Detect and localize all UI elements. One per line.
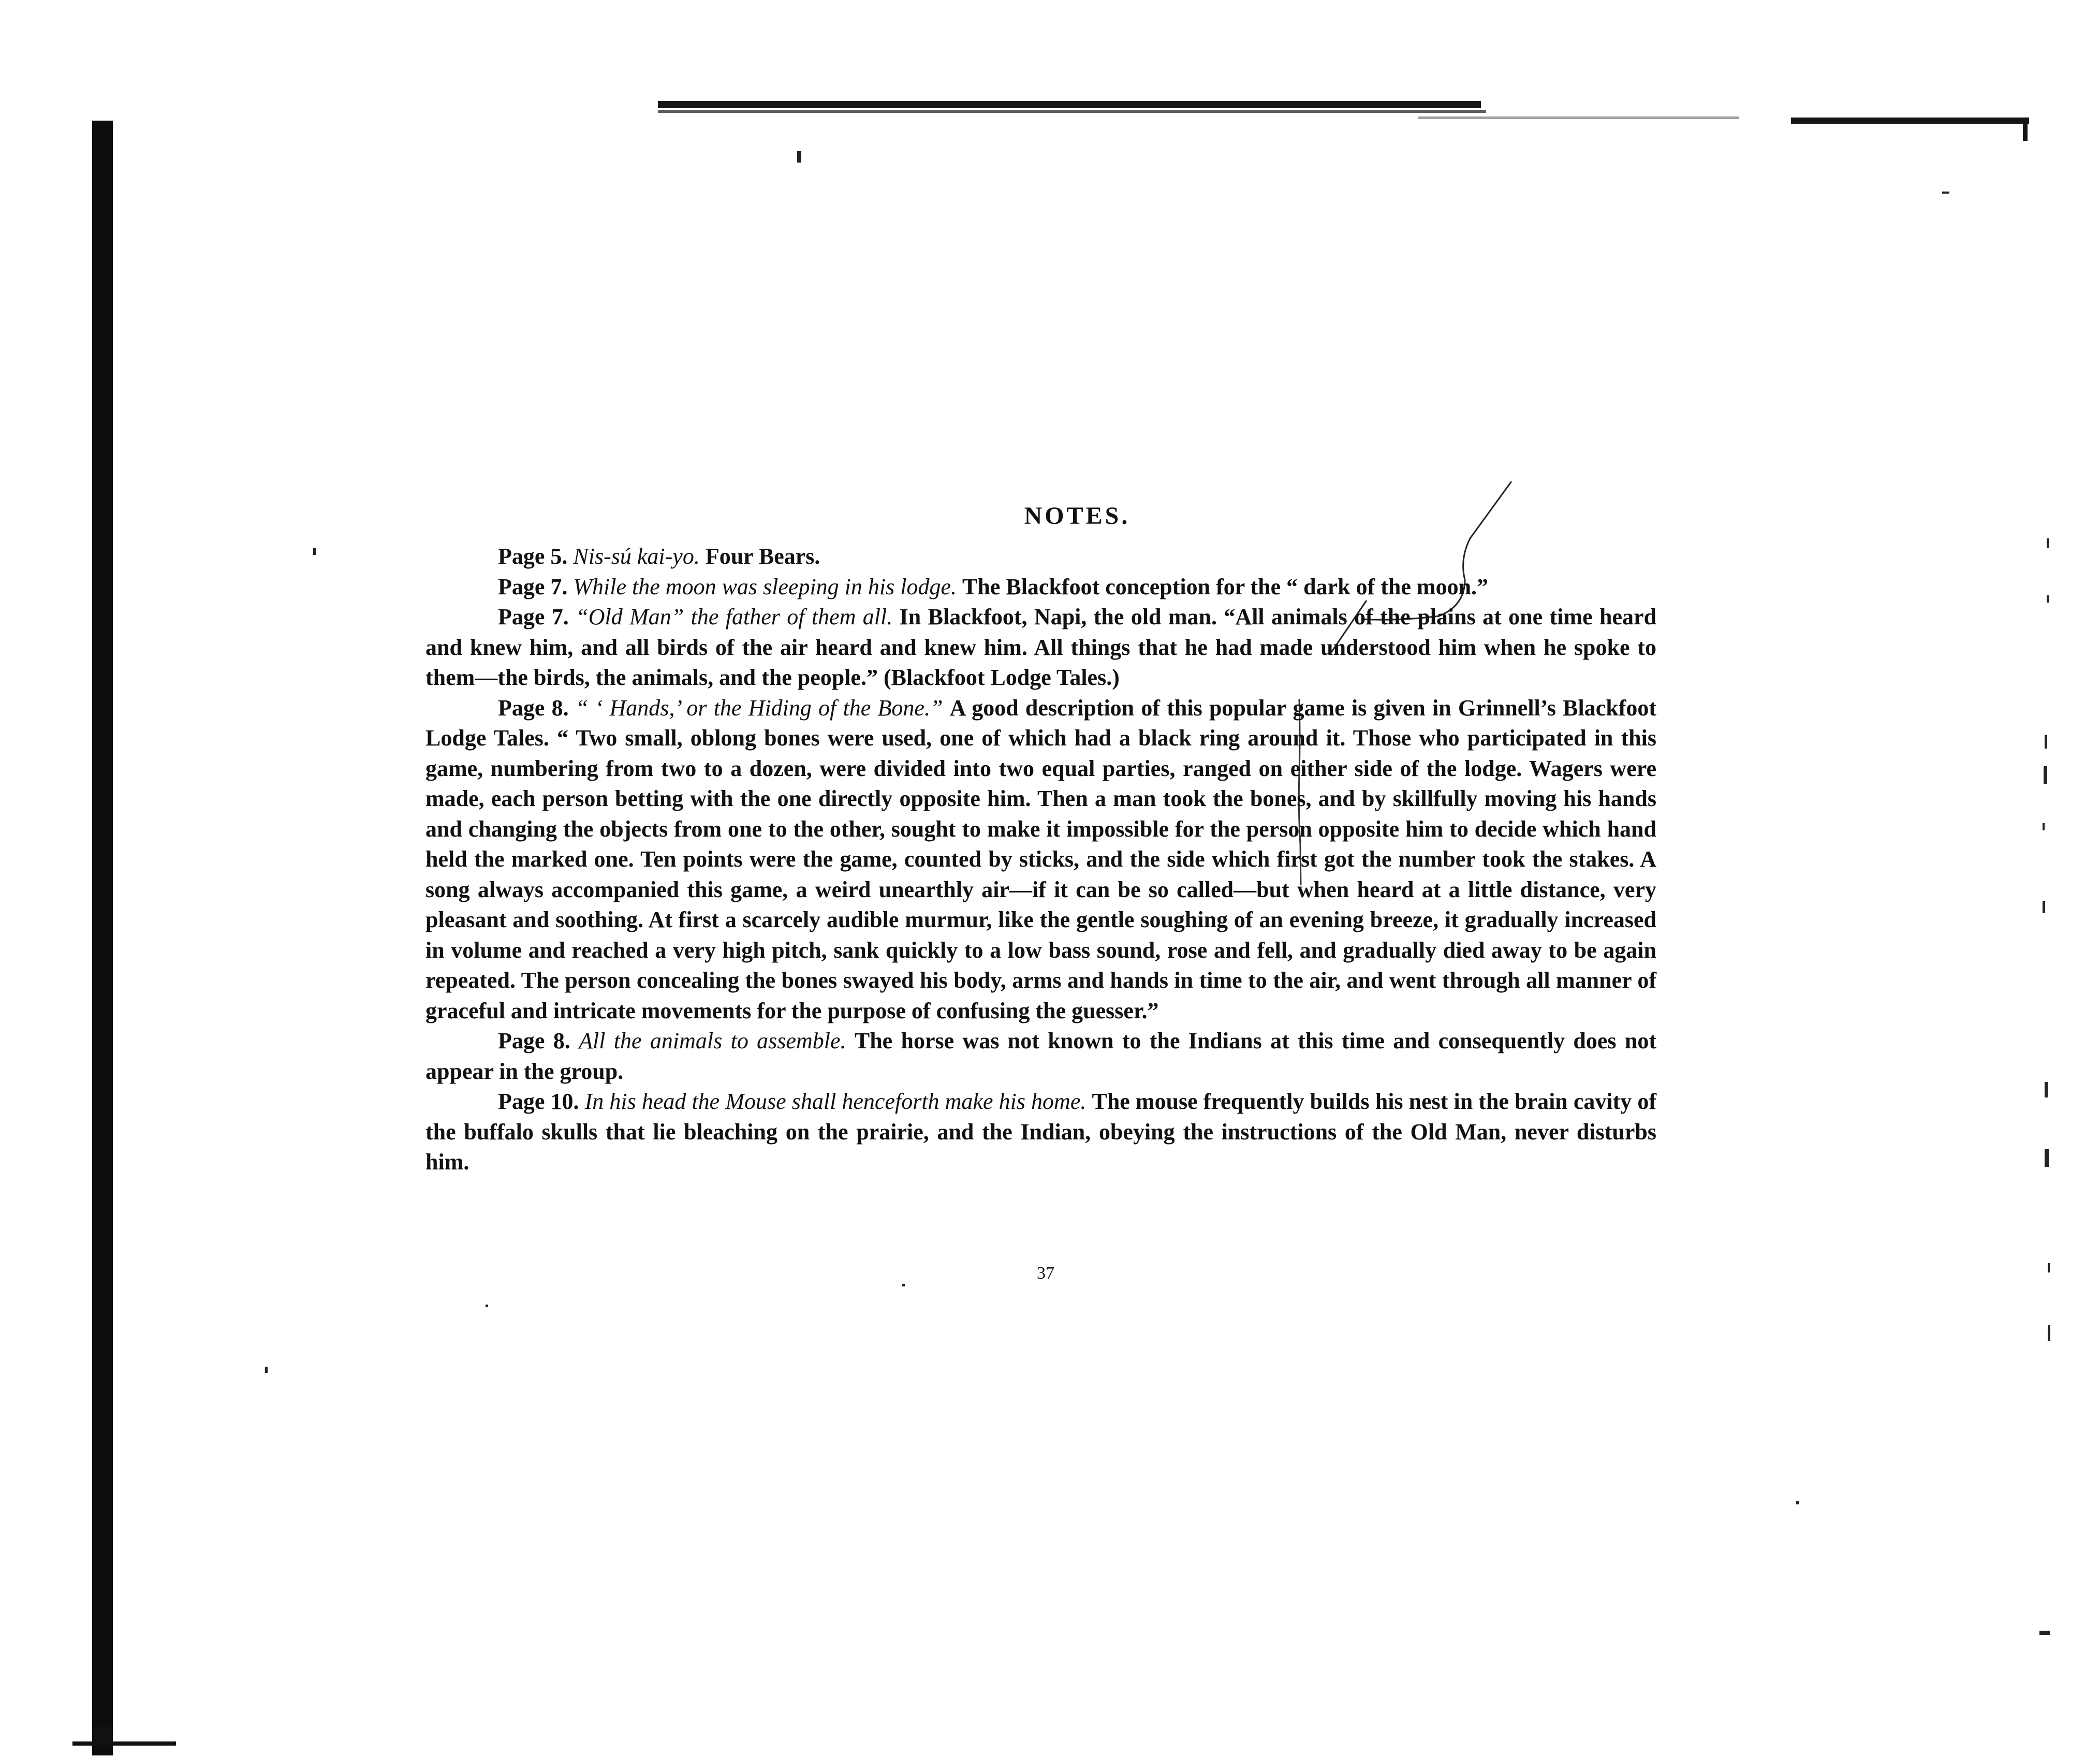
- scan-speck: [2045, 1082, 2048, 1097]
- note-page-ref: Page 8.: [498, 695, 569, 721]
- scan-speck: [2047, 595, 2049, 603]
- note-title: While the moon was sleeping in his lodge.: [573, 574, 957, 599]
- top-edge-rule-underline: [658, 110, 1486, 113]
- note-entry: [425, 602, 1656, 693]
- page-number: 37: [1037, 1264, 1054, 1283]
- top-edge-rule-faint: [1418, 116, 1739, 119]
- binding-shadow-foot: [72, 1719, 176, 1750]
- note-body: Four Bears.: [705, 544, 820, 569]
- note-title: “Old Man” the father of them all.: [576, 604, 893, 629]
- notes-section: [425, 497, 1656, 1178]
- note-body: The horse was not known to the Indians at this time and consequently does not appear in the group.: [425, 1028, 1657, 1084]
- note-title: All the animals to assemble.: [579, 1028, 846, 1053]
- scan-speck: [2047, 538, 2049, 548]
- scan-speck: [2043, 823, 2045, 830]
- note-page-ref: Page 10.: [498, 1089, 579, 1114]
- scan-speck: [265, 1367, 268, 1373]
- note-title: “ ‘ Hands,’ or the Hiding of the Bone.”: [575, 695, 943, 721]
- scan-speck: [2048, 1263, 2050, 1272]
- notes-heading: NOTES.: [1024, 502, 1130, 530]
- top-edge-rule-right: [1791, 118, 2029, 124]
- note-page-ref: Page 5.: [498, 544, 568, 569]
- note-page-ref: Page 7.: [498, 604, 569, 629]
- scan-speck: [902, 1284, 905, 1286]
- scan-speck: [2045, 1149, 2049, 1167]
- scan-speck: [486, 1305, 488, 1307]
- top-edge-rule: [658, 101, 1481, 108]
- note-body: The mouse frequently builds his nest in the brain cavity of the buffalo skulls that lie bleaching on the prairie, and the Indian, obeying the instructions of the Old Man, never disturbs him.: [425, 1089, 1657, 1175]
- scan-speck: [1942, 192, 1949, 194]
- note-entry: [425, 693, 1656, 1027]
- note-entry: [425, 1087, 1656, 1178]
- scan-speck: [2045, 735, 2047, 749]
- note-title: Nis-sú kai-yo.: [573, 544, 700, 569]
- scan-speck: [797, 151, 801, 163]
- note-page-ref: Page 7.: [498, 574, 568, 599]
- scan-speck: [1796, 1501, 1799, 1504]
- note-body: In Blackfoot, Napi, the old man. “All animals of the plains at one time heard and knew him, and all birds of the air heard and knew him. All things that he had made understood him when he spoke to them—the birds, the animals, and the people.” (Blackfoot Lodge Tales.): [425, 604, 1657, 690]
- top-edge-rule-tick: [2023, 120, 2028, 141]
- binding-shadow: [92, 121, 113, 1755]
- scan-speck: [2048, 1325, 2050, 1341]
- note-title: In his head the Mouse shall henceforth make his home.: [584, 1089, 1086, 1114]
- scan-speck: [2044, 766, 2047, 784]
- note-page-ref: Page 8.: [498, 1028, 570, 1053]
- note-entry: [425, 541, 1656, 572]
- scan-speck: [2039, 1631, 2050, 1635]
- scan-speck: [2043, 901, 2045, 913]
- note-entry: [425, 572, 1656, 603]
- note-body: The Blackfoot conception for the “ dark of the moon.”: [962, 574, 1489, 599]
- note-entry: [425, 1026, 1656, 1087]
- scan-speck: [313, 548, 316, 555]
- note-body: A good description of this popular game is given in Grinnell’s Blackfoot Lodge Tales. “ Two small, oblong bones were used, one of which had a black ring around it. Those who participated in this game, numbering from two to a dozen, were divided into two equal parties, ranged on either side of the lodge. Wagers were made, each person betting with the one directly opposite him. Then a man took the bones, and by skillfully moving his hands and changing the objects from one to the other, sought to make it impossible for the person opposite him to decide which hand held the marked one. Ten points were the game, counted by sticks, and the side which first got the number took the stakes. A song always accompanied this game, a weird unearthly air—if it can be so called—but when heard at a little distance, very pleasant and soothing. At first a scarcely audible murmur, like the gentle soughing of an evening breeze, it gradually increased in volume and reached a very high pitch, sank quickly to a low bass sound, rose and fell, and gradually died away to be again repeated. The person concealing the bones swayed his body, arms and hands in time to the air, and went through all manner of graceful and intricate movements for the purpose of confusing the guesser.”: [425, 695, 1657, 1023]
